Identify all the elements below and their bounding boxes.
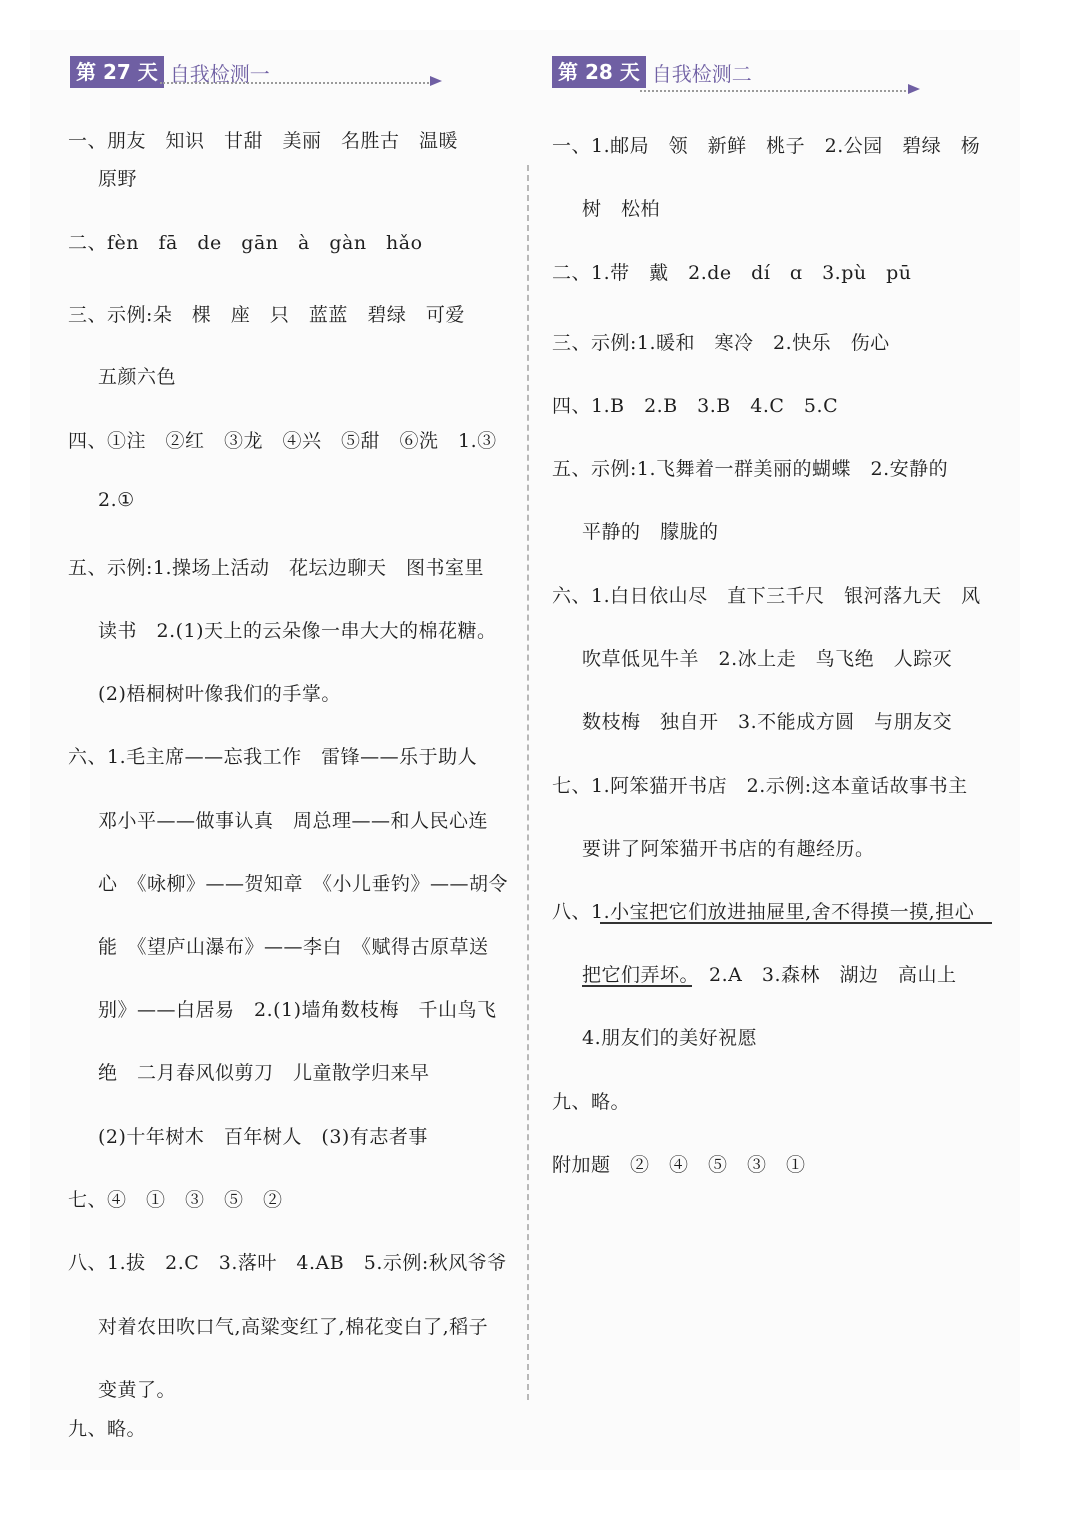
right-line: 数枝梅 独自开 3.不能成方圆 与朋友交 (582, 711, 953, 733)
left-line: 心 《咏柳》——贺知章 《小儿垂钓》——胡令 (98, 873, 509, 895)
right-line: 平静的 朦胧的 (582, 521, 719, 543)
right-line: 二、1.带 戴 2.de dí ɑ 3.pù pū (552, 262, 912, 284)
left-line: 变黄了。 (98, 1379, 177, 1401)
left-line: 对着农田吹口气,高粱变红了,棉花变白了,稻子 (98, 1316, 489, 1338)
self-test-1-title: 自我检测一 (169, 61, 270, 86)
right-line: 四、1.B 2.B 3.B 4.C 5.C (552, 395, 839, 417)
left-line: 原野 (98, 168, 138, 190)
right-header (552, 56, 752, 88)
left-line: 绝 二月春风似剪刀 儿童散学归来早 (98, 1062, 430, 1084)
left-header-arrow-icon (430, 76, 442, 86)
left-line: 邓小平——做事认真 周总理——和人民心连 (98, 810, 489, 832)
left-line: 2.① (98, 489, 135, 511)
right-header-arrow-icon (908, 84, 920, 94)
left-line: 读书 2.(1)天上的云朵像一串大大的棉花糖。 (98, 620, 497, 642)
left-line: 别》——白居易 2.(1)墙角数枝梅 千山鸟飞 (98, 999, 497, 1021)
left-header-rule (160, 82, 432, 84)
right-line: 4.朋友们的美好祝愿 (582, 1027, 758, 1049)
left-line: 三、示例:朵 棵 座 只 蓝蓝 碧绿 可爱 (68, 304, 465, 326)
left-line: 四、①注 ②红 ③龙 ④兴 ⑤甜 ⑥洗 1.③ (68, 430, 497, 452)
day-27-badge: 第 27 天 (70, 56, 164, 88)
left-line: 六、1.毛主席——忘我工作 雷锋——乐于助人 (68, 746, 478, 768)
left-line: 九、略。 (68, 1418, 147, 1440)
right-line: 要讲了阿笨猫开书店的有趣经历。 (582, 838, 875, 860)
left-line: 八、1.拔 2.C 3.落叶 4.AB 5.示例:秋风爷爷 (68, 1252, 507, 1274)
left-line: 五颜六色 (98, 366, 177, 388)
left-line: 二、fèn fā de gān à gàn hǎo (68, 232, 423, 254)
right-line: 树 松柏 (582, 198, 661, 220)
left-line: (2)梧桐树叶像我们的手掌。 (98, 683, 341, 705)
day-28-badge: 第 28 天 (552, 56, 646, 88)
right-header-rule (640, 90, 910, 92)
right-line: 七、1.阿笨猫开书店 2.示例:这本童话故事书主 (552, 775, 968, 797)
right-line: 把它们弄坏。 2.A 3.森林 湖边 高山上 (582, 964, 957, 986)
left-line: 能 《望庐山瀑布》——李白 《赋得古原草送 (98, 936, 489, 958)
self-test-2-title: 自我检测二 (651, 61, 752, 86)
right-line: 吹草低见牛羊 2.冰上走 鸟飞绝 人踪灭 (582, 648, 953, 670)
answer-underline (600, 922, 992, 924)
left-line: 一、朋友 知识 甘甜 美丽 名胜古 温暖 (68, 130, 459, 152)
left-line: (2)十年树木 百年树人 (3)有志者事 (98, 1126, 428, 1148)
right-line: 八、1.小宝把它们放进抽屉里,舍不得摸一摸,担心 (552, 901, 975, 923)
left-line: 五、示例:1.操场上活动 花坛边聊天 图书室里 (68, 557, 485, 579)
column-divider (527, 165, 529, 1400)
answer-underline (582, 985, 692, 987)
right-line: 六、1.白日依山尽 直下三千尺 银河落九天 风 (552, 585, 981, 607)
right-line: 九、略。 (552, 1091, 631, 1113)
right-line: 五、示例:1.飞舞着一群美丽的蝴蝶 2.安静的 (552, 458, 949, 480)
right-line: 一、1.邮局 领 新鲜 桃子 2.公园 碧绿 杨 (552, 135, 981, 157)
right-line: 三、示例:1.暖和 寒冷 2.快乐 伤心 (552, 332, 890, 354)
right-line: 附加题 ② ④ ⑤ ③ ① (552, 1154, 806, 1176)
left-line: 七、④ ① ③ ⑤ ② (68, 1189, 283, 1211)
